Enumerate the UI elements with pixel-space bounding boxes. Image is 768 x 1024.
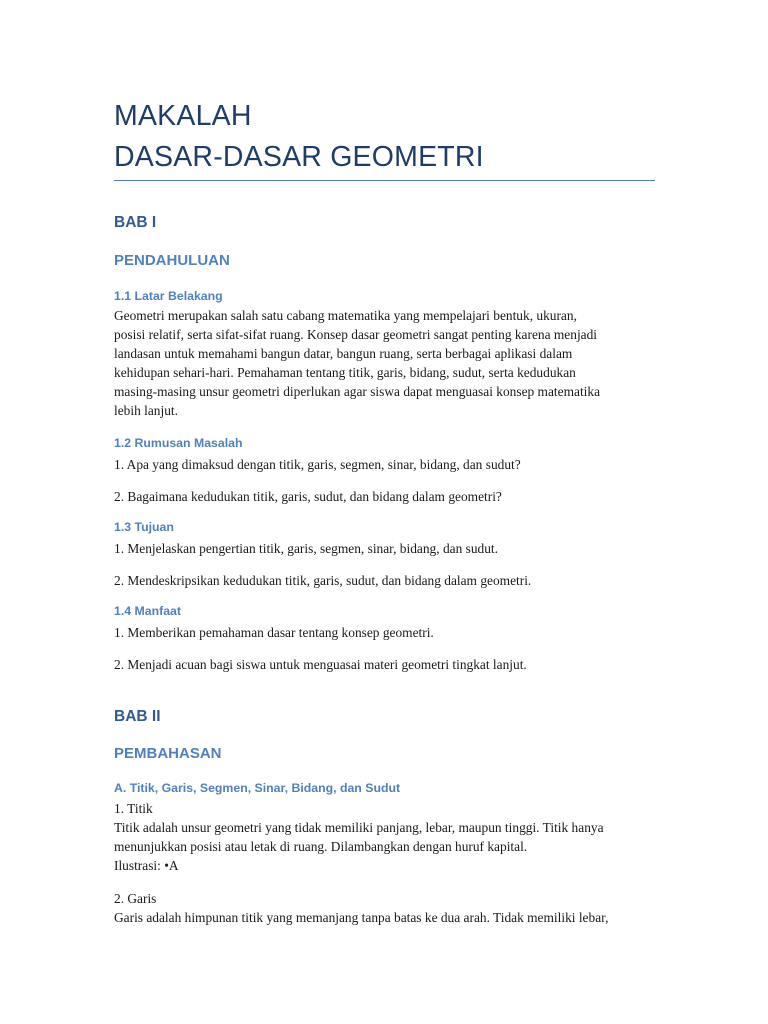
paragraph-latar-belakang bbox=[114, 306, 656, 420]
document-title bbox=[114, 96, 656, 178]
bab-1-chapter-title: PENDAHULUAN bbox=[114, 252, 230, 269]
subsection-title-garis: 2. Garis bbox=[114, 891, 157, 906]
title-divider bbox=[114, 180, 655, 181]
text-line: Ilustrasi: •A bbox=[114, 858, 179, 873]
bab-1-label: BAB I bbox=[114, 214, 157, 231]
text-line: kehidupan sehari-hari. Pemahaman tentang titik, garis, bidang, sudut, serta kedudukan bbox=[114, 365, 576, 380]
paragraph-garis bbox=[114, 908, 656, 927]
subsection-title-titik: 1. Titik bbox=[114, 801, 153, 816]
paragraph-titik bbox=[114, 818, 656, 875]
heading-tujuan: 1.3 Tujuan bbox=[114, 520, 174, 534]
heading-latar-belakang: 1.1 Latar Belakang bbox=[114, 289, 223, 303]
list-item: 1. Apa yang dimaksud dengan titik, garis, segmen, sinar, bidang, dan sudut? bbox=[114, 457, 521, 472]
heading-manfaat: 1.4 Manfaat bbox=[114, 604, 181, 618]
title-line-2: DASAR-DASAR GEOMETRI bbox=[114, 141, 484, 173]
heading-rumusan-masalah: 1.2 Rumusan Masalah bbox=[114, 436, 243, 450]
text-line: Titik adalah unsur geometri yang tidak memiliki panjang, lebar, maupun tinggi. Titik hanya bbox=[114, 820, 604, 835]
list-item: 2. Bagaimana kedudukan titik, garis, sudut, dan bidang dalam geometri? bbox=[114, 489, 502, 504]
text-line: menunjukkan posisi atau letak di ruang. Dilambangkan dengan huruf kapital. bbox=[114, 839, 528, 854]
bab-2-label: BAB II bbox=[114, 708, 161, 725]
list-item: 1. Memberikan pemahaman dasar tentang konsep geometri. bbox=[114, 625, 434, 640]
document-page bbox=[114, 0, 656, 1024]
text-line: Geometri merupakan salah satu cabang matematika yang mempelajari bentuk, ukuran, bbox=[114, 308, 577, 323]
list-item: 2. Menjadi acuan bagi siswa untuk menguasai materi geometri tingkat lanjut. bbox=[114, 657, 527, 672]
text-line: posisi relatif, serta sifat-sifat ruang. Konsep dasar geometri sangat penting karena menjadi bbox=[114, 327, 598, 342]
bab-2-chapter-title: PEMBAHASAN bbox=[114, 745, 222, 762]
list-item: 1. Menjelaskan pengertian titik, garis, segmen, sinar, bidang, dan sudut. bbox=[114, 541, 498, 556]
title-line-1: MAKALAH bbox=[114, 100, 252, 132]
text-line: Garis adalah himpunan titik yang memanjang tanpa batas ke dua arah. Tidak memiliki lebar, bbox=[114, 910, 609, 925]
text-line: lebih lanjut. bbox=[114, 403, 178, 418]
list-item: 2. Mendeskripsikan kedudukan titik, garis, sudut, dan bidang dalam geometri. bbox=[114, 573, 532, 588]
text-line: landasan untuk memahami bangun datar, bangun ruang, serta berbagai aplikasi dalam bbox=[114, 346, 573, 361]
heading-section-a: A. Titik, Garis, Segmen, Sinar, Bidang, dan Sudut bbox=[114, 781, 401, 795]
text-line: masing-masing unsur geometri diperlukan agar siswa dapat menguasai konsep matematika bbox=[114, 384, 601, 399]
